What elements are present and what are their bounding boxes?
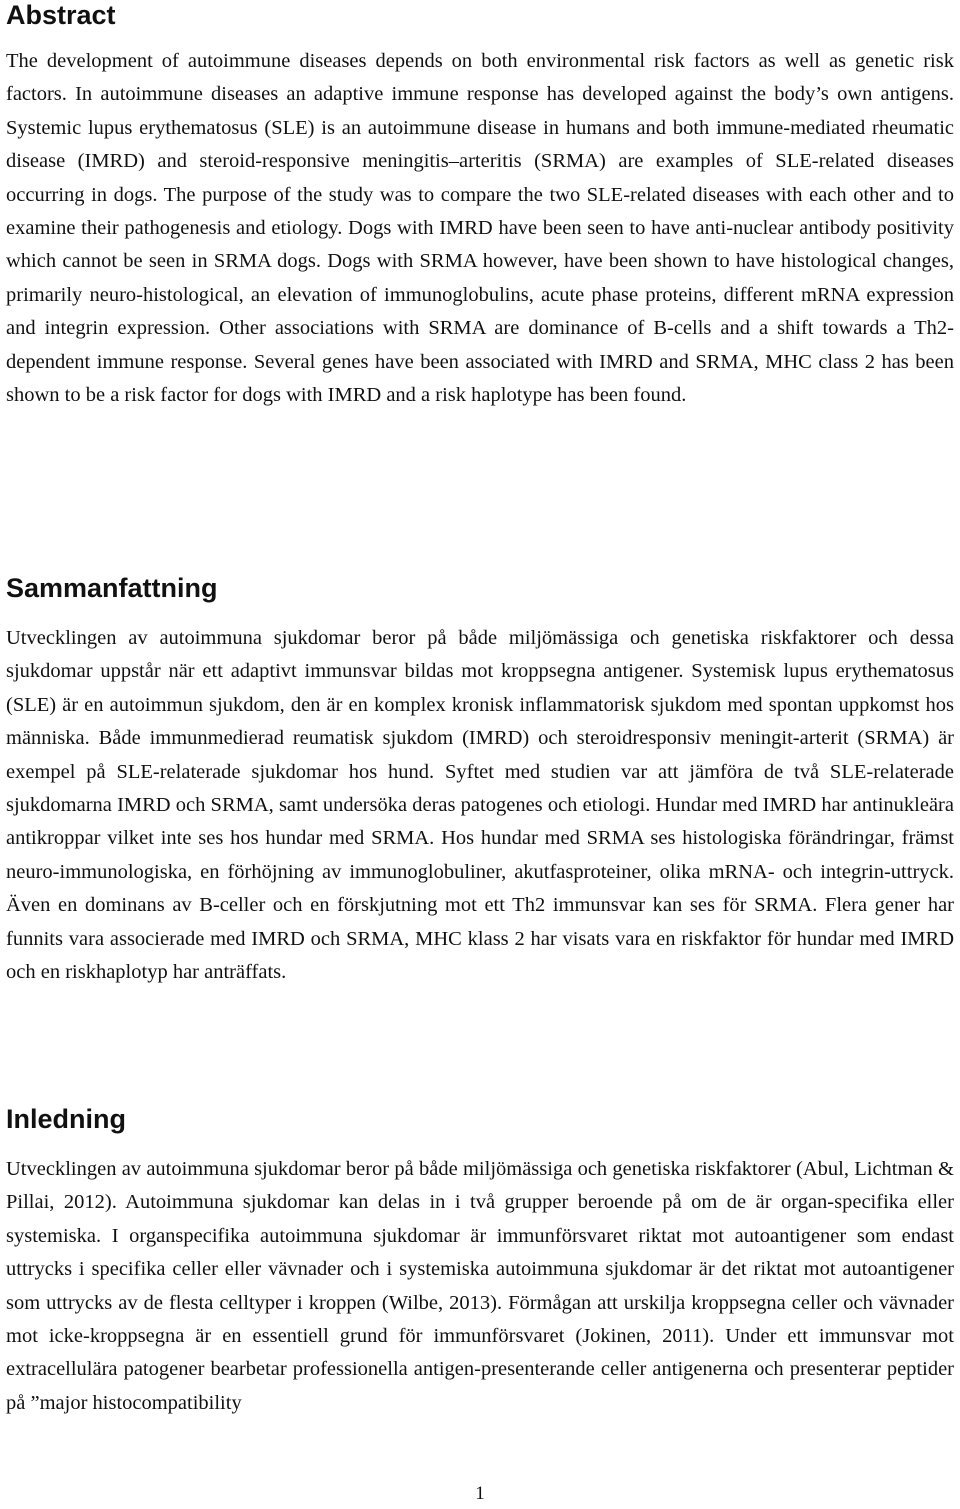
sammanfattning-paragraph: Utvecklingen av autoimmuna sjukdomar beror på både miljömässiga och genetiska riskfaktorer och dessa sjukdomar uppstår när ett adaptivt immunsvar bildas mot kroppsegna antigener. Systemisk lupus erythematosus (SLE) är en autoimmun sjukdom, den är en komplex kronisk inflammatorisk sjukdom med spontan uppkomst hos människa. Både immunmedierad reumatisk sjukdom (IMRD) och steroidresponsiv meningit-arterit (SRMA) är exempel på SLE-relaterade sjukdomar hos hund. Syftet med studien var att jämföra de två SLE-relaterade sjukdomarna IMRD och SRMA, samt undersöka deras patogenes och etiologi. Hundar med IMRD har antinukleära antikroppar vilket inte ses hos hundar med SRMA. Hos hundar med SRMA ses histologiska förändringar, främst neuro-immunologiska, en förhöjning av immunoglobuliner, akutfasproteiner, olika mRNA- och integrin-uttryck. Även en dominans av B-celler och en förskjutning mot ett Th2 immunsvar kan ses för SRMA. Flera gener har funnits vara associerade med IMRD och SRMA, MHC klass 2 har visats vara en riskfaktor för hundar med IMRD och en riskhaplotyp har anträffats. <box>6 627 954 984</box>
abstract-section <box>6 0 954 412</box>
abstract-heading: Abstract <box>6 0 116 30</box>
abstract-paragraph: The development of autoimmune diseases depends on both environmental risk factors as well as genetic risk factors. In autoimmune diseases an adaptive immune response has developed against the body’s own antigens. Systemic lupus erythematosus (SLE) is an autoimmune disease in humans and both immune-mediated rheumatic disease (IMRD) and steroid-responsive meningitis–arteritis (SRMA) are examples of SLE-related diseases occurring in dogs. The purpose of the study was to compare the two SLE-related diseases with each other and to examine their pathogenesis and etiology. Dogs with IMRD have been seen to have anti-nuclear antibody positivity which cannot be seen in SRMA dogs. Dogs with SRMA however, have been shown to have histological changes, primarily neuro-histological, an elevation of immunoglobulins, acute phase proteins, different mRNA expression and integrin expression. Other associations with SRMA are dominance of B-cells and a shift towards a Th2-dependent immune response. Several genes have been associated with IMRD and SRMA, MHC class 2 has been shown to be a risk factor for dogs with IMRD and a risk haplotype has been found. <box>6 50 954 407</box>
sammanfattning-section <box>6 573 954 989</box>
inledning-heading: Inledning <box>6 1104 126 1134</box>
page-number: 1 <box>475 1483 485 1504</box>
inledning-paragraph: Utvecklingen av autoimmuna sjukdomar beror på både miljömässiga och genetiska riskfaktorer (Abul, Lichtman & Pillai, 2012). Autoimmuna sjukdomar kan delas in i två grupper beroende på om de är organ-specifika eller systemiska. I organspecifika autoimmuna sjukdomar är immunförsvaret riktat mot autoantigener som endast uttrycks i specifika celler eller vävnader och i systemiska autoimmuna sjukdomar är det riktat mot autoantigener som uttrycks av de flesta celltyper i kroppen (Wilbe, 2013). Förmågan att urskilja kroppsegna celler och vävnader mot icke-kroppsegna är en essentiell grund för immunförsvaret (Jokinen, 2011). Under ett immunsvar mot extracellulära patogener bearbetar professionella antigen-presenterande celler antigenerna och presenterar peptider på ”major histocompatibility <box>6 1158 954 1414</box>
sammanfattning-heading: Sammanfattning <box>6 573 218 603</box>
inledning-section <box>6 1104 954 1420</box>
